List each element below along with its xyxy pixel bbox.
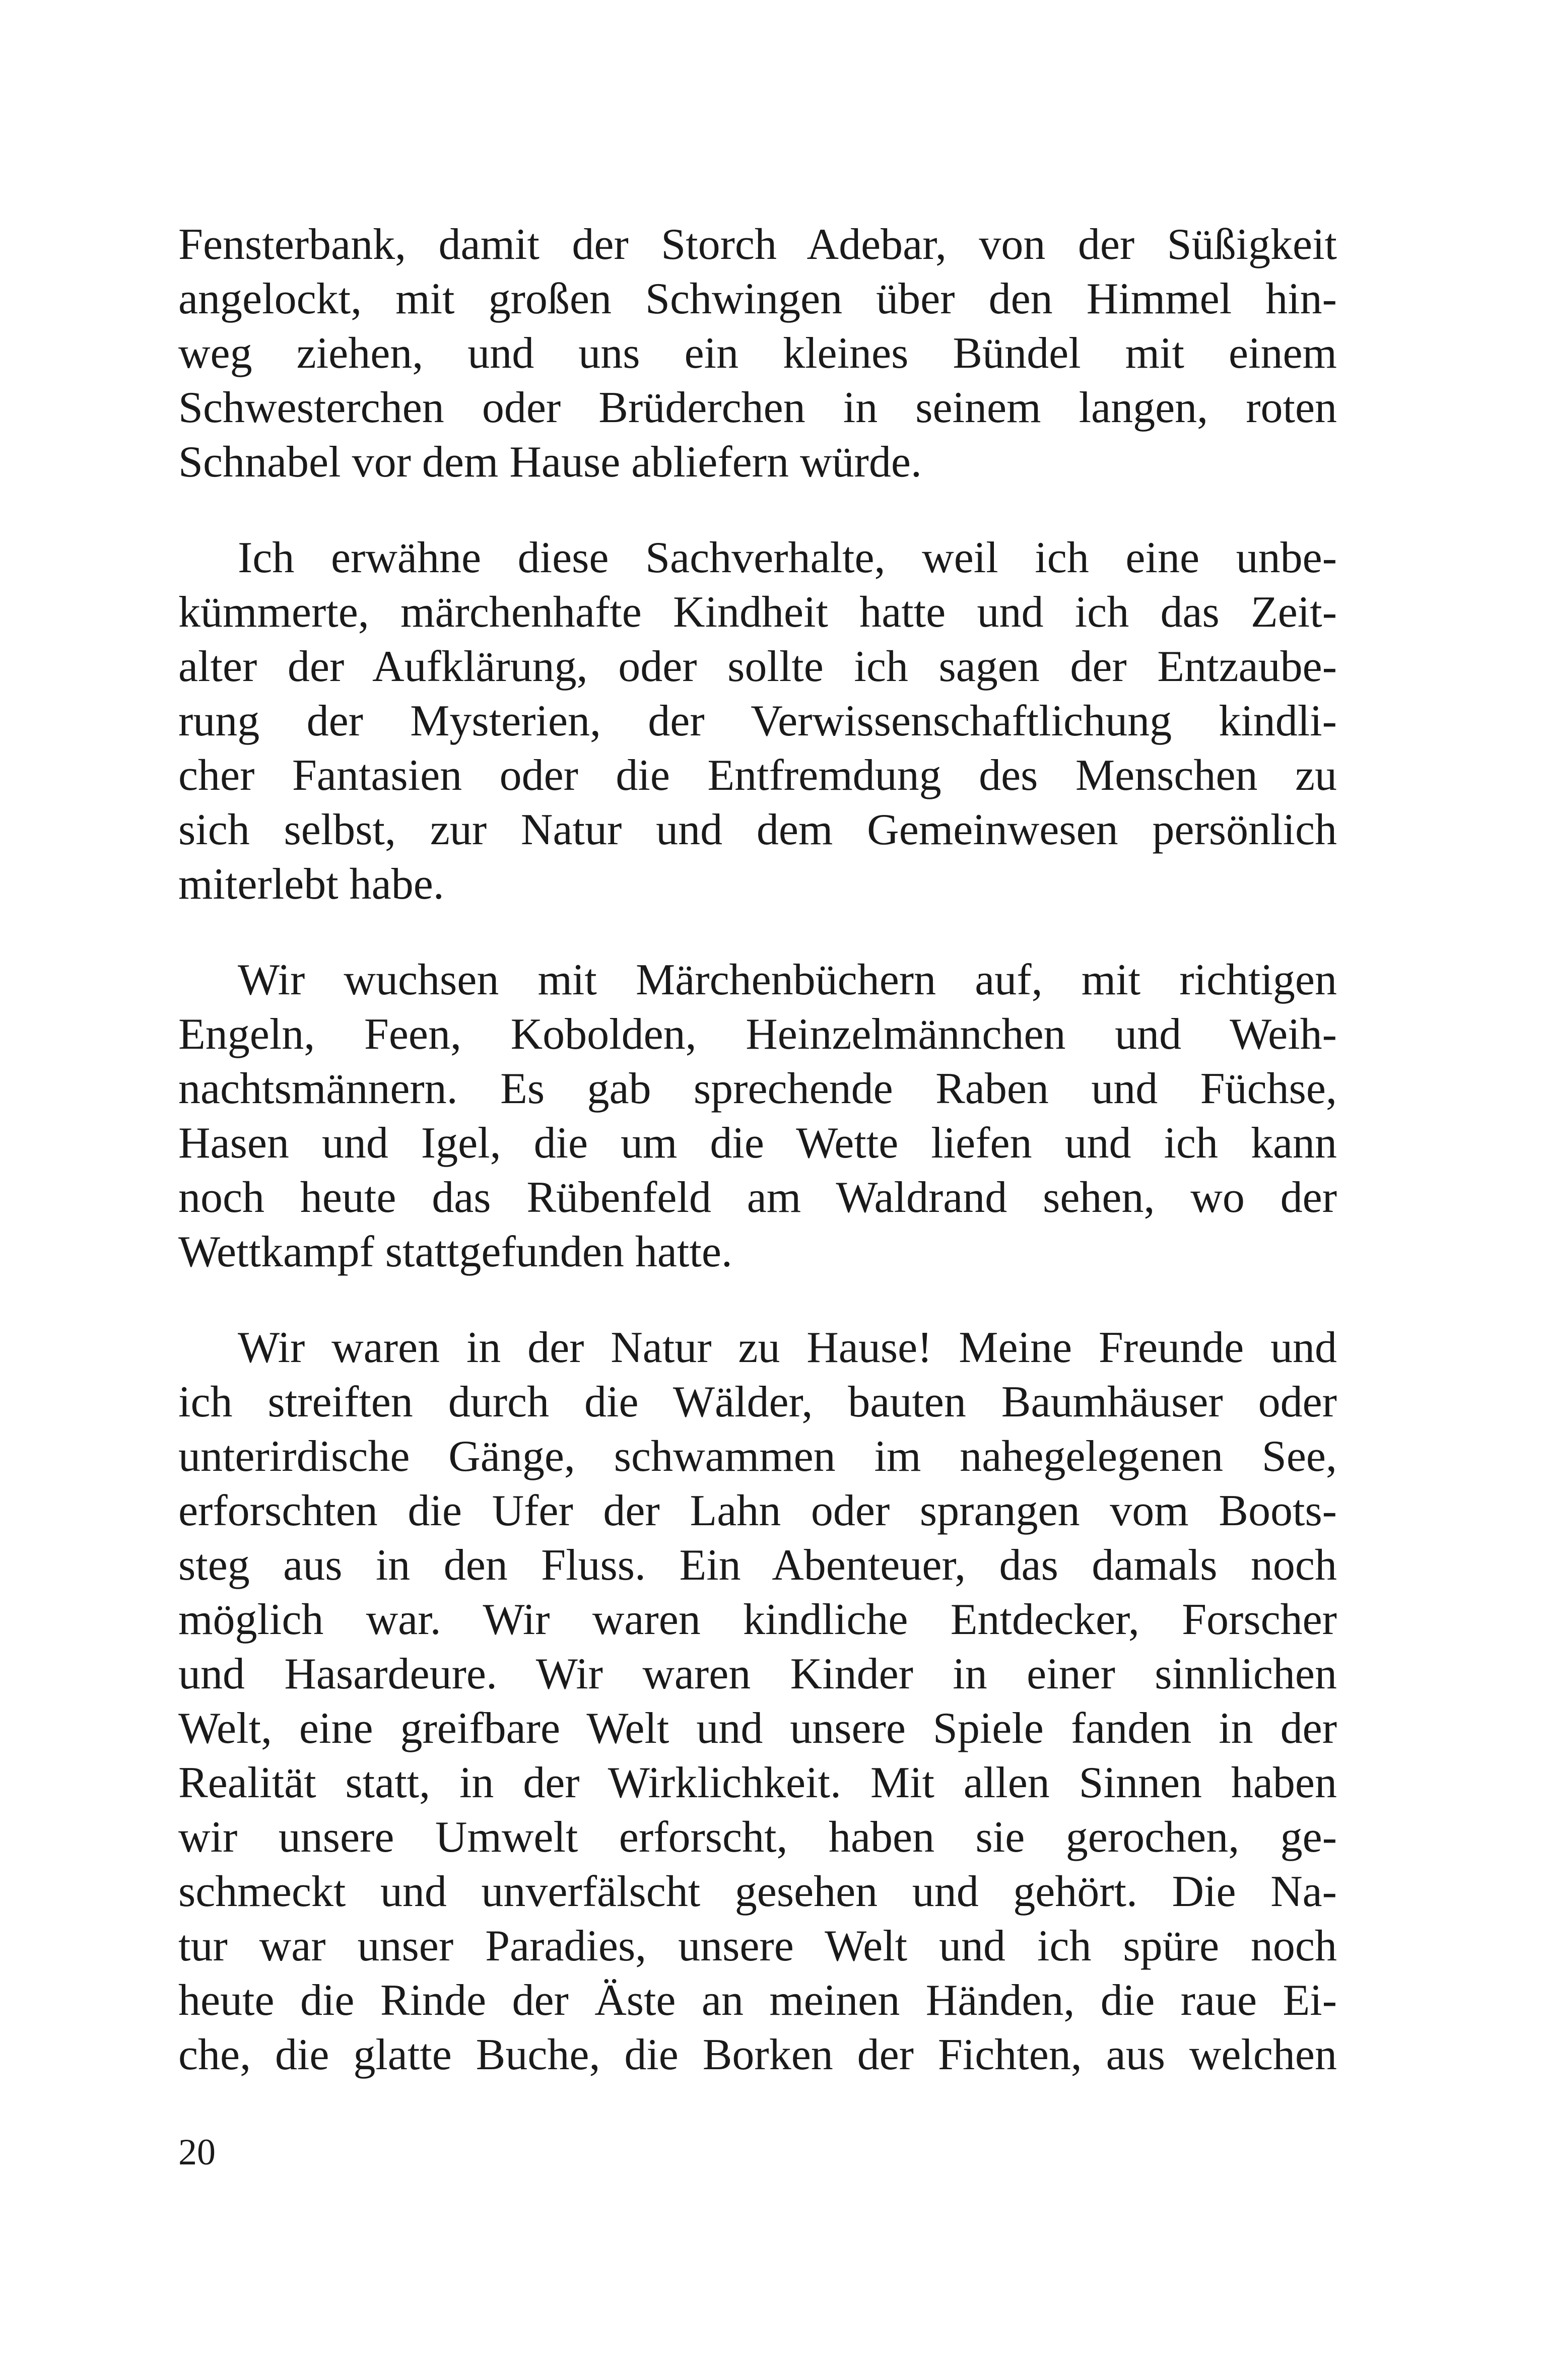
body-text [178,218,1337,2124]
text-line: noch heute das Rübenfeld am Waldrand sehen, wo der [178,1173,1337,1222]
paragraph [178,953,1337,1279]
text-line: erforschten die Ufer der Lahn oder sprangen vom Boots- [178,1486,1337,1535]
text-line: sich selbst, zur Natur und dem Gemeinwesen persönlich [178,805,1337,854]
text-line: schmeckt und unverfälscht gesehen und gehört. Die Na- [178,1867,1337,1916]
text-line: möglich war. Wir waren kindliche Entdecker, Forscher [178,1595,1337,1644]
text-line: Wir waren in der Natur zu Hause! Meine Freunde und [238,1323,1337,1372]
text-line: Schnabel vor dem Hause abliefern würde. [178,438,922,487]
text-line: angelockt, mit großen Schwingen über den Himmel hin- [178,275,1337,323]
text-line: Wir wuchsen mit Märchenbüchern auf, mit richtigen [238,956,1337,1004]
paragraph [178,1321,1337,2082]
text-line: Schwesterchen oder Brüderchen in seinem langen, roten [178,383,1337,432]
text-line: rung der Mysterien, der Verwissenschaftlichung kindli- [178,697,1337,745]
text-line: Ich erwähne diese Sachverhalte, weil ich eine unbe- [238,533,1337,582]
text-line: cher Fantasien oder die Entfremdung des Menschen zu [178,751,1337,800]
text-line: unterirdische Gänge, schwammen im nahegelegenen See, [178,1432,1337,1481]
text-line: kümmerte, märchenhafte Kindheit hatte und ich das Zeit- [178,588,1337,637]
text-line: nachtsmännern. Es gab sprechende Raben und Füchse, [178,1064,1337,1113]
text-line: Wettkampf stattgefunden hatte. [178,1228,732,1276]
text-line: miterlebt habe. [178,860,444,909]
text-line: weg ziehen, und uns ein kleines Bündel mit einem [178,329,1337,378]
text-line: tur war unser Paradies, unsere Welt und ich spüre noch [178,1922,1337,1970]
text-line: heute die Rinde der Äste an meinen Händen, die raue Ei- [178,1976,1337,2025]
text-line: che, die glatte Buche, die Borken der Fichten, aus welchen [178,2030,1337,2079]
text-line: alter der Aufklärung, oder sollte ich sagen der Entzaube- [178,642,1337,691]
text-line: wir unsere Umwelt erforscht, haben sie gerochen, ge- [178,1813,1337,1862]
paragraph [178,218,1337,490]
text-line: und Hasardeure. Wir waren Kinder in einer sinnlichen [178,1650,1337,1698]
text-line: steg aus in den Fluss. Ein Abenteuer, das damals noch [178,1541,1337,1590]
text-line: ich streiften durch die Wälder, bauten Baumhäuser oder [178,1378,1337,1426]
text-line: Realität statt, in der Wirklichkeit. Mit allen Sinnen haben [178,1758,1337,1807]
text-line: Fensterbank, damit der Storch Adebar, von der Süßigkeit [178,220,1337,269]
paragraph [178,531,1337,912]
text-line: Welt, eine greifbare Welt und unsere Spiele fanden in der [178,1704,1337,1753]
text-line: Engeln, Feen, Kobolden, Heinzelmännchen und Weih- [178,1010,1337,1059]
text-line: Hasen und Igel, die um die Wette liefen und ich kann [178,1119,1337,1168]
page-number: 20 [178,2132,216,2173]
